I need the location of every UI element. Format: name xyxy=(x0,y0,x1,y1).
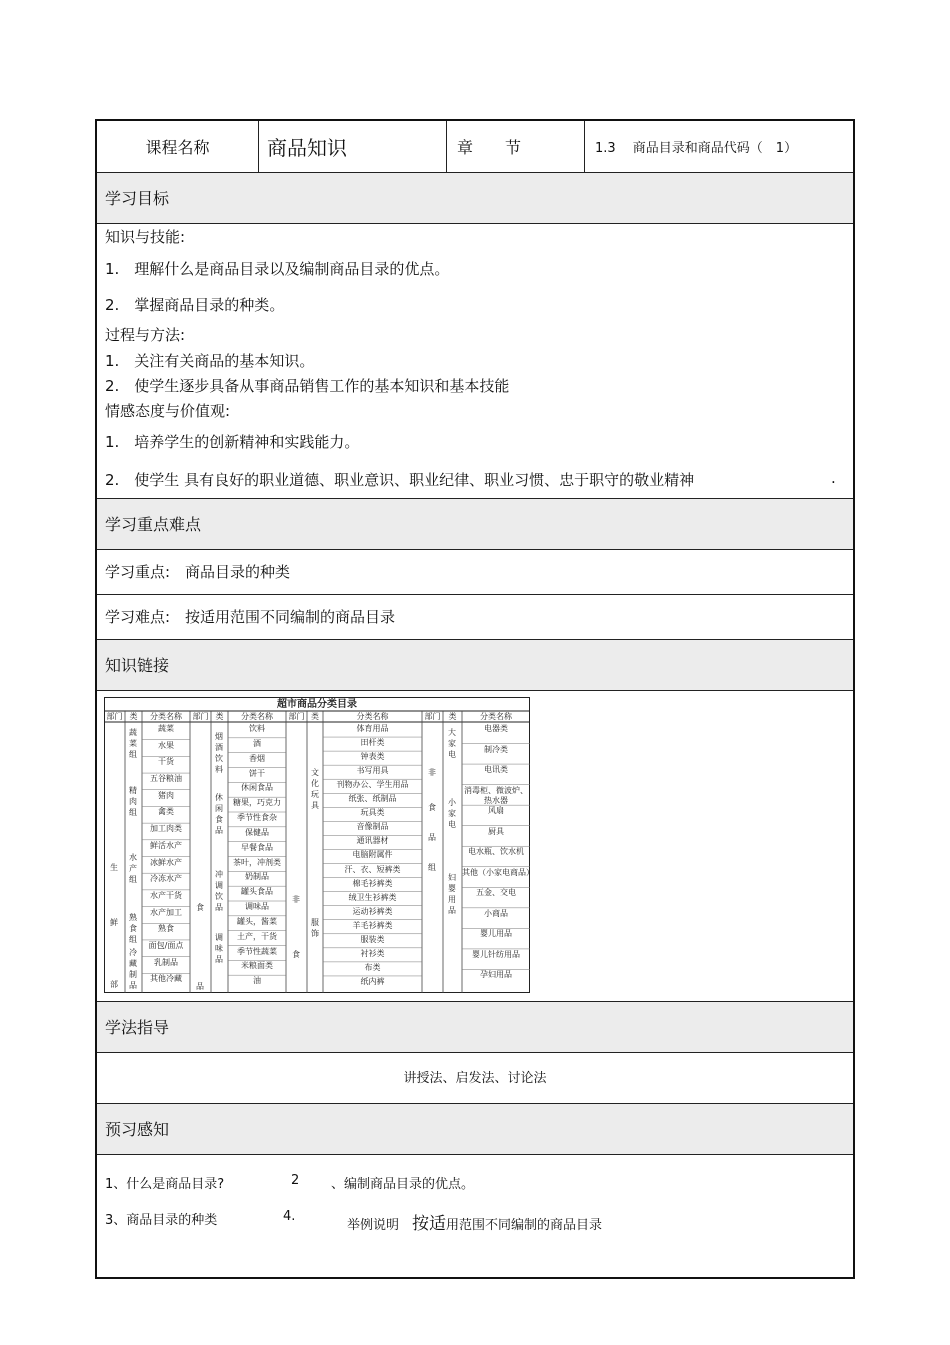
catalog-item: 纸张、纸制品 xyxy=(348,794,397,804)
catalog-item: 土产，干货 xyxy=(237,931,277,941)
catalog-dept: 食 xyxy=(292,950,300,959)
catalog-item: 音像制品 xyxy=(356,822,389,832)
preview-body xyxy=(97,1155,853,1277)
catalog-item: 酒 xyxy=(253,738,261,748)
catalog-header-cell: 部门 xyxy=(106,712,123,721)
knowledge-link-heading: 知识链接 xyxy=(97,640,853,691)
catalog-item: 服装类 xyxy=(360,934,385,944)
catalog-item: 饼干 xyxy=(249,768,265,778)
catalog-item: 棉毛衫裤类 xyxy=(352,878,393,888)
catalog-group: 休闲食品 xyxy=(215,793,223,835)
catalog-image-row xyxy=(97,691,853,1002)
preview-line-1 xyxy=(105,1173,475,1192)
catalog-item: 冰鲜水产 xyxy=(150,857,182,867)
catalog-item: 面包/面点 xyxy=(148,940,184,950)
catalog-item: 通讯器材 xyxy=(356,836,389,846)
catalog-item: 季节性蔬菜 xyxy=(237,946,277,956)
objectives-heading: 学习目标 xyxy=(97,173,853,224)
catalog-item: 水果 xyxy=(158,740,174,750)
preview-q4-c: 用范围不同编制的商品目录 xyxy=(446,1218,603,1233)
preview-heading: 预习感知 xyxy=(97,1104,853,1155)
catalog-item: 加工肉类 xyxy=(150,824,182,834)
catalog-item: 小商品 xyxy=(484,908,508,918)
catalog-title: 超市商品分类目录 xyxy=(277,699,357,710)
catalog-item: 水产加工 xyxy=(150,907,182,917)
catalog-dept: 非 xyxy=(292,895,300,904)
catalog-group: 调味品 xyxy=(215,933,223,964)
catalog-item: 刊物办公、学生用品 xyxy=(336,780,409,790)
catalog-dept: 品 xyxy=(196,982,204,991)
catalog-item: 电器类 xyxy=(484,724,508,733)
catalog-group: 服饰 xyxy=(311,918,319,938)
catalog-item: 其他冷藏 xyxy=(150,974,182,984)
catalog-item: 制冷类 xyxy=(484,744,508,754)
catalog-item: 奶制品 xyxy=(245,872,269,882)
catalog-dept: 部 xyxy=(110,980,118,989)
preview-line-2 xyxy=(105,1209,603,1234)
catalog-item: 玩具类 xyxy=(360,808,385,818)
objective-line: 过程与方法: xyxy=(105,326,186,344)
catalog-dept: 品 xyxy=(428,833,436,842)
catalog-header-cell: 类 xyxy=(448,712,457,721)
catalog-item: 罐头，酱菜 xyxy=(237,916,277,926)
catalog-item: 鲜活水产 xyxy=(150,840,182,850)
catalog-item: 米粮面类 xyxy=(241,961,273,971)
catalog-item: 电脑附属件 xyxy=(352,850,393,860)
course-name-label: 课程名称 xyxy=(97,121,259,172)
catalog-item: 季节性食杂 xyxy=(237,813,277,822)
catalog-item: 糖果，巧克力 xyxy=(233,798,281,808)
catalog-group: 熟食组 xyxy=(129,913,137,944)
catalog-group: 蔬菜组 xyxy=(129,728,137,759)
catalog-item: 香烟 xyxy=(249,753,265,763)
catalog-item: 猪肉 xyxy=(158,790,174,800)
catalog-group: 妇婴用品 xyxy=(448,873,456,915)
catalog-item: 羊毛衫裤类 xyxy=(352,920,393,930)
method-heading: 学法指导 xyxy=(97,1002,853,1053)
catalog-item: 罐头食品 xyxy=(241,887,273,897)
catalog-item: 书写用具 xyxy=(356,766,389,776)
objective-line: 1. 培养学生的创新精神和实践能力。 xyxy=(105,433,360,451)
catalog-item: 调味品 xyxy=(245,902,269,911)
catalog-group: 文化玩具 xyxy=(311,768,319,810)
catalog-item: 绒卫生衫裤类 xyxy=(348,892,397,902)
preview-q2-num: 2 xyxy=(291,1173,300,1188)
preview-q4-b: 按适 xyxy=(412,1214,447,1234)
objective-line-end: . xyxy=(831,469,836,487)
catalog-item: 冷冻水产 xyxy=(150,874,182,884)
objective-line: 情感态度与价值观: xyxy=(105,402,231,420)
catalog-item: 婴儿针纺用品 xyxy=(472,949,520,959)
catalog-item: 风扇 xyxy=(488,806,504,816)
catalog-item: 消毒柜、微波炉、热水器 xyxy=(464,785,528,805)
catalog-item: 布类 xyxy=(364,962,381,972)
preview-q1: 1、什么是商品目录? xyxy=(105,1177,225,1192)
catalog-group: 冷藏制品 xyxy=(129,948,137,990)
catalog-item: 乳制品 xyxy=(154,957,178,967)
preview-q4 xyxy=(347,1209,602,1234)
catalog-item: 婴儿用品 xyxy=(480,929,512,939)
objective-line: 知识与技能: xyxy=(105,228,186,246)
catalog-group: 烟酒饮料 xyxy=(215,732,223,774)
chapter-label: 章 节 xyxy=(447,121,585,172)
preview-q3: 3、商品目录的种类 xyxy=(105,1213,218,1228)
catalog-item: 其他（小家电商品） xyxy=(462,867,534,877)
focus-line: 学习重点: 商品目录的种类 xyxy=(97,550,853,595)
objective-line: 2. 使学生 具有良好的职业道德、职业意识、职业纪律、职业习惯、忠于职守的敬业精神 xyxy=(105,471,695,489)
catalog-item: 茶叶，冲剂类 xyxy=(233,857,281,867)
catalog-item: 熟食 xyxy=(158,924,174,934)
catalog-item: 早餐食品 xyxy=(241,842,273,852)
catalog-header-cell: 类 xyxy=(129,712,138,721)
supermarket-catalog-image xyxy=(104,697,534,993)
catalog-header-cell: 部门 xyxy=(192,712,209,721)
catalog-header-cell: 分类名称 xyxy=(241,712,273,721)
lesson-plan-table xyxy=(95,119,855,1279)
catalog-item: 油 xyxy=(253,976,261,986)
catalog-item: 蔬菜 xyxy=(158,724,174,733)
catalog-item: 厨具 xyxy=(488,826,504,836)
catalog-dept: 食 xyxy=(428,803,436,812)
catalog-header-cell: 部门 xyxy=(424,712,441,721)
catalog-dept: 食 xyxy=(196,903,204,912)
catalog-dept: 鲜 xyxy=(110,918,118,927)
catalog-dept: 生 xyxy=(110,863,118,872)
catalog-item: 体育用品 xyxy=(356,724,389,733)
objective-line: 1. 理解什么是商品目录以及编制商品目录的优点。 xyxy=(105,260,450,278)
key-points-heading: 学习重点难点 xyxy=(97,499,853,550)
method-content: 讲授法、启发法、讨论法 xyxy=(97,1053,853,1104)
catalog-item: 干货 xyxy=(158,757,174,767)
catalog-group: 冲调饮品 xyxy=(215,870,223,912)
catalog-header-cell: 类 xyxy=(215,712,224,721)
preview-q4-num: 4. xyxy=(283,1209,296,1224)
objective-line: 1. 关注有关商品的基本知识。 xyxy=(105,352,315,370)
catalog-item: 纸内裤 xyxy=(360,976,385,986)
catalog-item: 衬衫类 xyxy=(360,948,385,958)
catalog-item: 水产干货 xyxy=(150,890,182,900)
difficulty-line: 学习难点: 按适用范围不同编制的商品目录 xyxy=(97,595,853,640)
header-row xyxy=(97,121,853,173)
catalog-item: 五谷粮油 xyxy=(150,774,182,784)
catalog-header-cell: 分类名称 xyxy=(480,712,512,721)
catalog-item: 孕妇用品 xyxy=(480,970,512,980)
catalog-item: 五金、交电 xyxy=(476,888,516,898)
catalog-header-cell: 部门 xyxy=(288,712,305,721)
catalog-dept: 组 xyxy=(428,863,436,872)
chapter-value: 1.3 商品目录和商品代码（ 1） xyxy=(595,141,798,156)
objective-line: 2. 掌握商品目录的种类。 xyxy=(105,296,285,314)
objectives-body xyxy=(97,224,853,499)
catalog-header-cell: 分类名称 xyxy=(150,712,182,721)
catalog-item: 保健品 xyxy=(245,827,269,837)
catalog-item: 禽类 xyxy=(158,807,174,817)
course-name-value: 商品知识 xyxy=(259,121,447,172)
catalog-group: 水产组 xyxy=(129,853,137,884)
preview-q4-a: 举例说明 xyxy=(347,1218,400,1233)
objective-line: 2. 使学生逐步具备从事商品销售工作的基本知识和基本技能 xyxy=(105,377,510,395)
catalog-item: 田杆类 xyxy=(360,738,385,748)
catalog-dept: 非 xyxy=(428,768,436,777)
catalog-item: 钟表类 xyxy=(360,752,385,762)
catalog-item: 汗、衣、短裤类 xyxy=(344,864,401,874)
catalog-group: 精肉组 xyxy=(129,786,137,817)
preview-q2: 、编制商品目录的优点。 xyxy=(331,1177,475,1192)
catalog-group: 小家电 xyxy=(448,798,456,829)
catalog-item: 休闲食品 xyxy=(241,783,273,793)
catalog-header-cell: 分类名称 xyxy=(356,712,389,721)
catalog-item: 电讯类 xyxy=(484,765,508,775)
catalog-group: 大家电 xyxy=(448,728,456,759)
catalog-item: 运动衫裤类 xyxy=(352,906,393,916)
catalog-header-cell: 类 xyxy=(311,712,319,721)
catalog-item: 饮料 xyxy=(249,724,265,733)
catalog-item: 电水瓶、饮水机 xyxy=(468,847,524,857)
